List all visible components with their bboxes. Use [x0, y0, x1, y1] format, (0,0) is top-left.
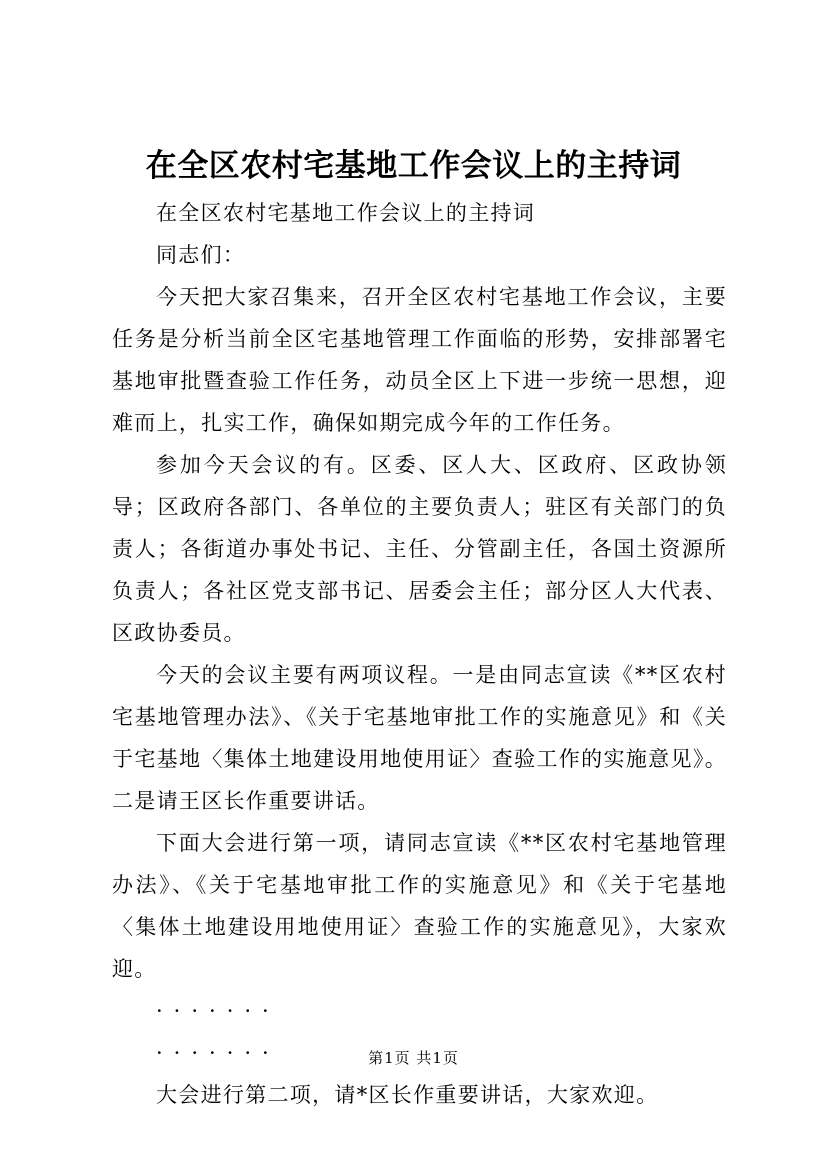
agenda-paragraph: 今天的会议主要有两项议程。一是由同志宣读《**区农村宅基地管理办法》、《关于宅基地审批工作的实施意见》和《关于宅基地〈集体土地建设用地使用证〉查验工作的实施意见》。二是请王区长作重要讲话。: [112, 663, 727, 813]
document-body: [112, 192, 727, 1116]
first-item-paragraph: 下面大会进行第一项，请同志宣读《**区农村宅基地管理办法》、《关于宅基地审批工作的实施意见》和《关于宅基地〈集体土地建设用地使用证〉查验工作的实施意见》，大家欢迎。: [112, 831, 727, 981]
document-title: 在全区农村宅基地工作会议上的主持词: [145, 148, 682, 184]
salutation-paragraph: 同志们：: [156, 243, 246, 267]
ellipsis-line-1: ·······: [156, 999, 280, 1023]
page-footer: 第1页 共1页: [368, 1049, 459, 1067]
closing-paragraph: 大会进行第二项，请*区长作重要讲话，大家欢迎。: [156, 1083, 659, 1107]
subtitle-paragraph: 在全区农村宅基地工作会议上的主持词: [156, 201, 536, 225]
intro-paragraph: 今天把大家召集来，召开全区农村宅基地工作会议，主要任务是分析当前全区宅基地管理工作面临的形势，安排部署宅基地审批暨查验工作任务，动员全区上下进一步统一思想，迎难而上，扎实工作，确保如期完成今年的工作任务。: [112, 285, 727, 435]
ellipsis-line-2: ·······: [156, 1041, 280, 1065]
attendees-paragraph: 参加今天会议的有。区委、区人大、区政府、区政协领导；区政府各部门、各单位的主要负责人；驻区有关部门的负责人；各街道办事处书记、主任、分管副主任，各国土资源所负责人；各社区党支部书记、居委会主任；部分区人大代表、区政协委员。: [112, 453, 727, 645]
